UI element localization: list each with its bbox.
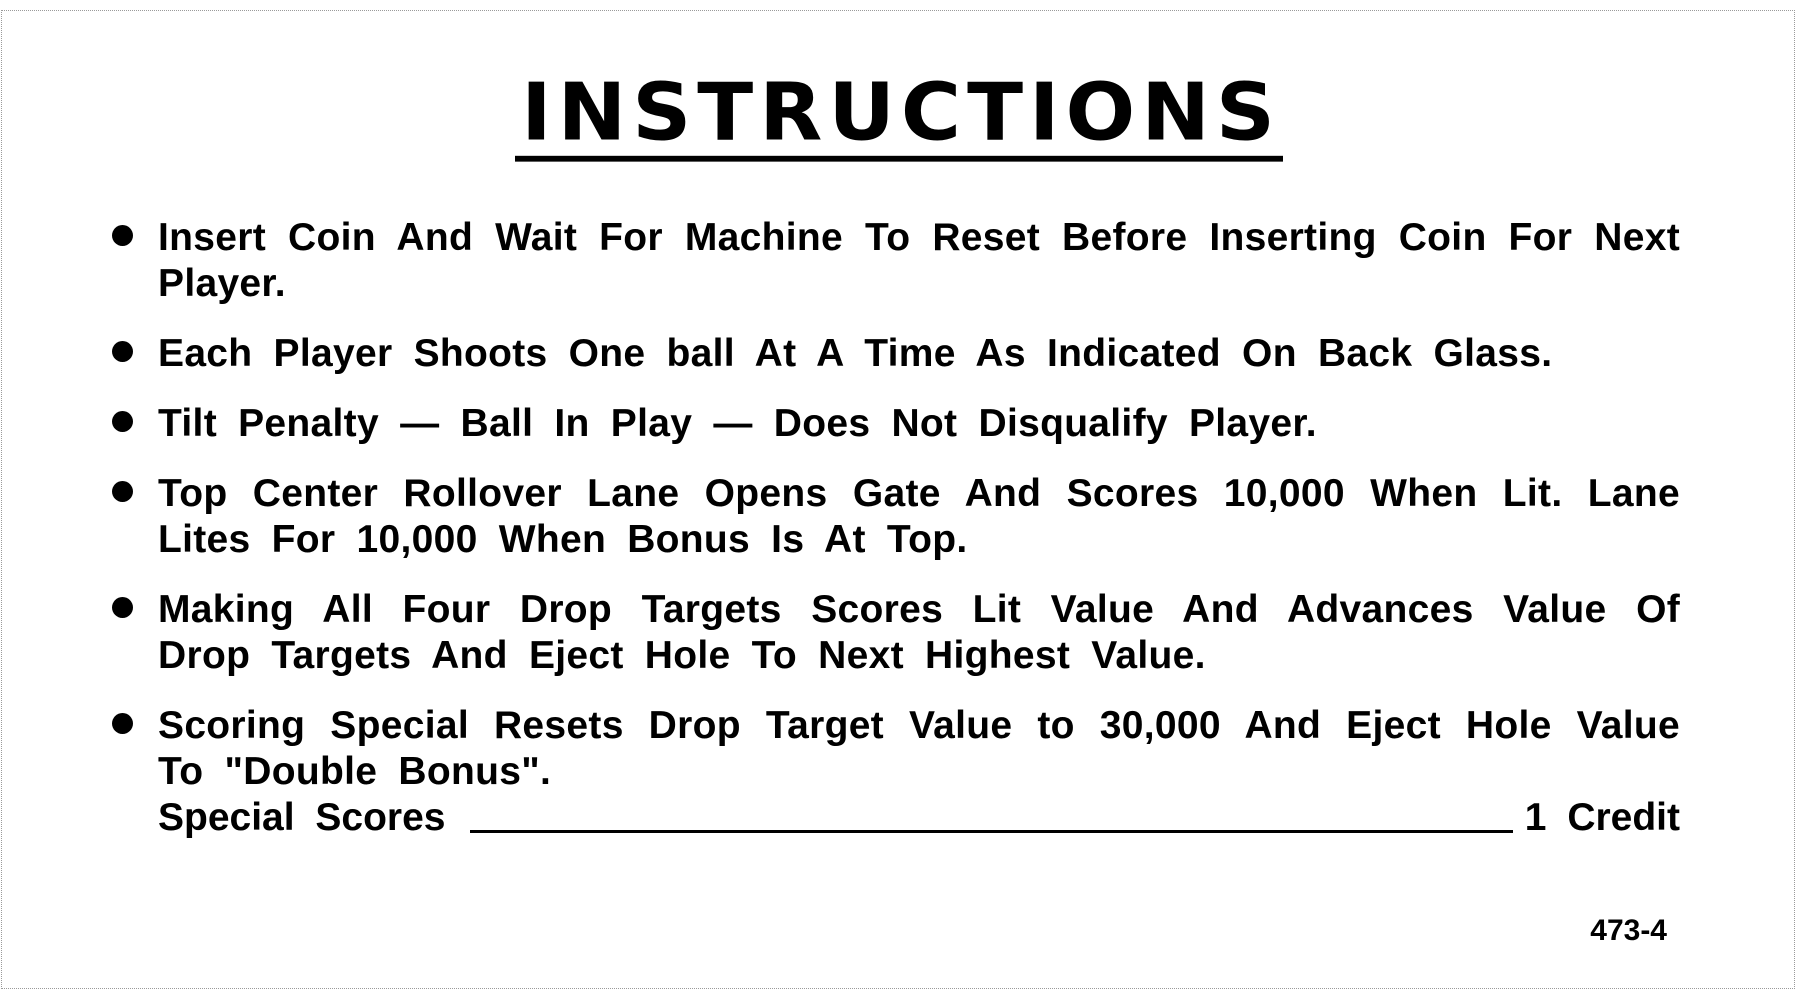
instruction-item-2 xyxy=(108,331,1680,377)
instruction-item-6 xyxy=(108,703,1680,841)
bullet-icon xyxy=(112,481,133,502)
instruction-text: Top Center Rollover Lane Opens Gate And Scores 10,000 When Lit. Lane Lites For 10,000 When Bonus Is At Top. xyxy=(158,472,1680,561)
special-scores-label: Special Scores xyxy=(158,796,446,839)
page-title xyxy=(0,66,1798,163)
instruction-item-4 xyxy=(108,471,1680,563)
instruction-item-5 xyxy=(108,587,1680,679)
instruction-item-1 xyxy=(108,215,1680,307)
instruction-text: Scoring Special Resets Drop Target Value to 30,000 And Eject Hole Value To "Double Bonus". xyxy=(158,704,1680,793)
card-code: 473-4 xyxy=(1590,914,1667,947)
special-scores-row xyxy=(158,795,1680,841)
instruction-text: Each Player Shoots One ball At A Time As Indicated On Back Glass. xyxy=(158,332,1553,375)
title-text: INSTRUCTIONS xyxy=(515,73,1283,161)
instruction-list xyxy=(108,215,1680,865)
instruction-text: Making All Four Drop Targets Scores Lit Value And Advances Value Of Drop Targets And Eject Hole To Next Highest Value. xyxy=(158,588,1680,677)
bullet-icon xyxy=(112,225,133,246)
instruction-text: Tilt Penalty — Ball In Play — Does Not Disqualify Player. xyxy=(158,402,1317,445)
instruction-item-3 xyxy=(108,401,1680,447)
bullet-icon xyxy=(112,341,133,362)
special-scores-value: 1 Credit xyxy=(1524,796,1680,839)
bullet-icon xyxy=(112,597,133,618)
bullet-icon xyxy=(112,411,133,432)
instruction-text: Insert Coin And Wait For Machine To Reset Before Inserting Coin For Next Player. xyxy=(158,216,1680,305)
bullet-icon xyxy=(112,713,133,734)
leader-line xyxy=(470,829,1513,833)
